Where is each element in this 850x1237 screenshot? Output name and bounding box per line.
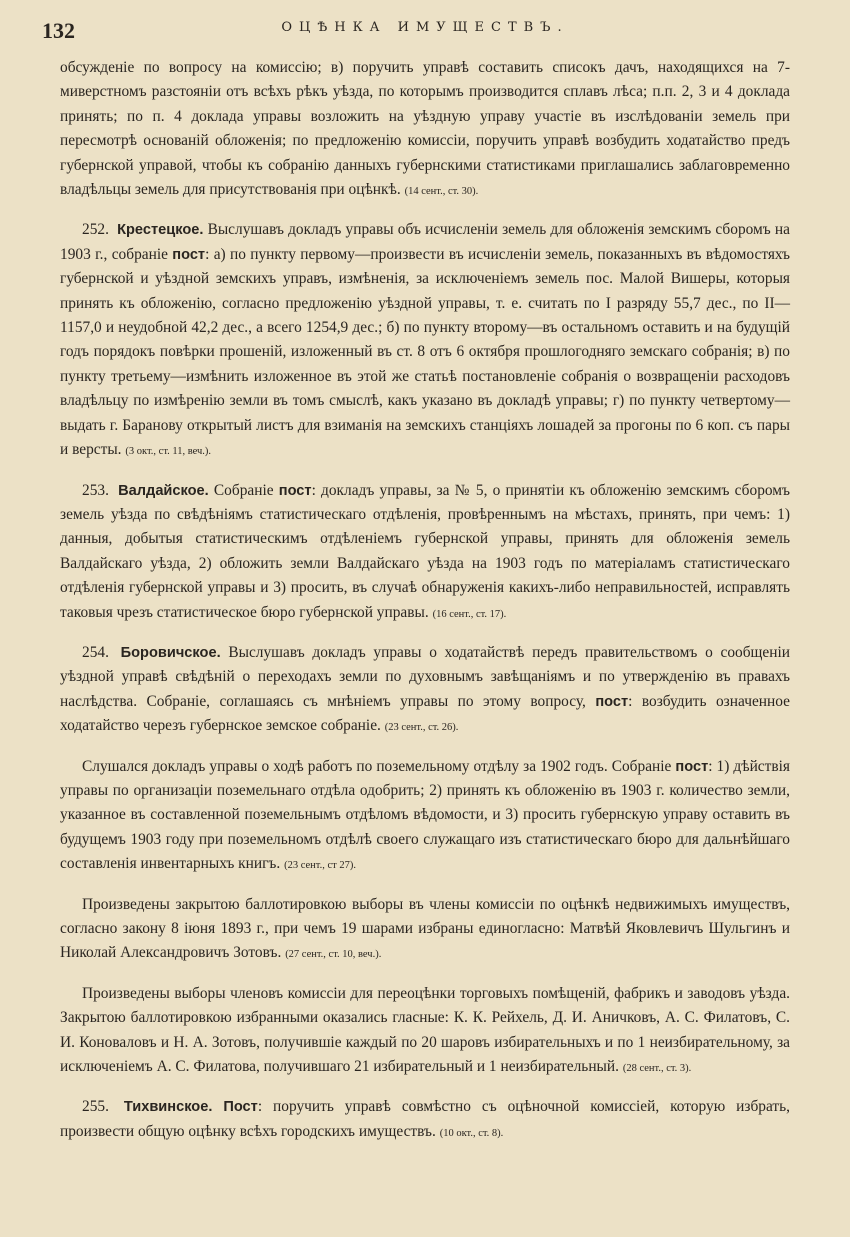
citation: (14 сент., ст. 30). — [404, 186, 479, 198]
citation: (10 окт., ст. 8). — [439, 1127, 504, 1139]
paragraph-text: : поручить управѣ совмѣстно съ оцѣночной комиссіей, которую избрать, произвести общую оцѣнку всѣхъ городскихъ имуществъ. — [60, 1098, 790, 1140]
page-header — [42, 16, 790, 46]
resolution-keyword: пост — [172, 246, 206, 263]
body-text — [60, 56, 790, 1160]
running-title: ОЦѢНКА ИМУЩЕСТВЪ. — [281, 20, 569, 35]
citation: (28 сент., ст. 3). — [622, 1063, 692, 1075]
paragraph-elections-revaluation — [60, 982, 790, 1082]
resolution-keyword: пост — [675, 758, 709, 775]
district-name: Крестецкое. — [117, 222, 204, 239]
paragraph-number: 252. — [82, 221, 109, 239]
paragraph-text: : возбудить означенное ходатайство черезъ губернское земское собраніе. — [60, 692, 790, 735]
paragraph-continuation — [60, 56, 790, 204]
resolution-keyword: Пост — [223, 1099, 258, 1116]
paragraph-252 — [60, 218, 790, 464]
paragraph-254 — [60, 641, 790, 741]
paragraph-text: : а) по пункту первому—произвести въ исчисленіи земель, показанныхъ въ вѣдомостяхъ губернской и уѣздной земскихъ управъ, измѣненія, за исключеніемъ земель пос. Малой Вишеры, которыя принять къ обложенію, согласно предложенію уѣздной управы, т. е. считать по I разряду 55,7 дес., по II—1157,0 и неудобной 42,2 дес., а всего 1254,9 дес.; б) по пункту второму—въ остальномъ оставить и на будущій годъ порядокъ повѣрки прошеній, изложенный въ ст. 8 отъ 6 октября прошлогодняго земскаго собранія; в) по пункту третьему—измѣнить изложенное въ этой же статьѣ постановленіе собранія о возвращеніи расходовъ владѣльцу по измѣренію земли въ томъ смыслѣ, какъ указано въ докладѣ управы; г) по пункту четвертому—выдать г. Баранову открытый листъ для взиманія на земскихъ станціяхъ лошадей за прогоны по 6 коп. съ пары и версты. — [60, 245, 790, 459]
paragraph-255 — [60, 1095, 790, 1146]
paragraph-number: 253. — [82, 481, 109, 499]
paragraph-text: Выслушавъ докладъ управы объ исчисленіи земель для обложенія земскимъ сборомъ на 1903 г., собраніе — [60, 221, 790, 263]
citation: (23 сент., ст 27). — [284, 860, 356, 872]
paragraph-number: 255. — [82, 1098, 109, 1116]
citation: (23 сент., ст. 26). — [384, 722, 459, 734]
paragraph-text: Произведены выборы членовъ комиссіи для переоцѣнки торговыхъ помѣщеній, фабрикъ и заводовъ уѣзда. Закрытою баллотировкою избранными оказались гласные: К. К. Рейхель, Д. И. Аничковъ, А. С. Филатовъ, С. И. Коноваловъ и Н. А. Зотовъ, получившіе каждый по 20 шаровъ избирательныхъ и по 1 неизбирательному, за исключеніемъ А. С. Филатова, получившаго 21 избирательный и 1 неизбирательный. — [60, 984, 790, 1076]
paragraph-text: Слушался докладъ управы о ходѣ работъ по поземельному отдѣлу за 1902 годъ. Собраніе — [82, 757, 672, 775]
paragraph-text: Выслушавъ докладъ управы о ходатайствѣ передъ правительствомъ о сообщеніи уѣздной управѣ свѣдѣній о переходахъ земли по духовнымъ завѣщаніямъ и по утвержденію въ правахъ наслѣдства. Собраніе, соглашаясь съ мнѣніемъ управы по этому вопросу, — [60, 643, 790, 710]
district-name: Тихвинское. — [123, 1099, 213, 1116]
paragraph-report-1902 — [60, 755, 790, 879]
district-name: Боровичское. — [120, 644, 221, 661]
citation: (27 сент., ст. 10, веч.). — [285, 949, 382, 961]
paragraph-number: 254. — [82, 643, 109, 661]
district-name: Валдайское. — [118, 482, 209, 499]
page-number: 132 — [42, 18, 75, 43]
resolution-keyword: пост — [278, 482, 312, 499]
paragraph-text: Собраніе — [213, 481, 274, 499]
resolution-keyword: пост — [595, 693, 629, 710]
paragraph-text: обсужденіе по вопросу на комиссію; в) поручить управѣ составить списокъ дачъ, находящихся на 7-миверстномъ разстояніи отъ всѣхъ рѣкъ уѣзда, по которымъ производится сплавъ лѣса; п.п. 2, 3 и 4 доклада принять; по п. 4 доклада управы возложить на уѣздную управу участіе въ изслѣдованіи земель при пересмотрѣ основаній обложенія; по предложенію комиссіи, поручить управѣ возбудить ходатайство предъ губернской управой, чтобы къ собранію данныхъ губернскими статистиками приглашались заблаговременно владѣльцы земель для присутствованія при оцѣнкѣ. — [60, 59, 790, 199]
paragraph-text: Произведены закрытою баллотировкою выборы въ члены комиссіи по оцѣнкѣ недвижимыхъ имуществъ, согласно закону 8 іюня 1893 г., при чемъ 19 шарами избраны единогласно: Матвѣй Яковлевичъ Шульгинъ и Николай Александровичъ Зотовъ. — [60, 895, 790, 962]
citation: (16 сент., ст. 17). — [432, 608, 507, 620]
paragraph-253 — [60, 479, 790, 627]
paragraph-elections-commission — [60, 893, 790, 968]
citation: (3 окт., ст. 11, веч.). — [125, 446, 212, 458]
paragraph-text: : 1) дѣйствія управы по организаціи поземельнаго отдѣла одобрить; 2) принять къ обложенію въ 1903 г. количество земли, указанное въ составленной поземельнымъ отдѣломъ вѣдомости, и 3) просить губернскую управу оставить въ будущемъ 1903 году при поземельномъ отдѣлѣ своего служащаго изъ статистическаго бюро для дальнѣйшаго составленія инвентарныхъ книгъ. — [60, 757, 790, 873]
paragraph-text: : докладъ управы, за № 5, о принятіи къ обложенію земскимъ сборомъ земель уѣзда по свѣдѣніямъ статистическаго отдѣленія, провѣреннымъ на мѣстахъ, принять, при чемъ: 1) данныя, добытыя статистическимъ отдѣленіемъ губернской управы, принять для обложенія земель Валдайскаго уѣзда, 2) обложить земли Валдайскаго уѣзда на 1903 годъ по матеріаламъ статистическаго отдѣленія губернской управы и 3) просить, въ случаѣ обнаруженія какихъ-либо неправильностей, исправлять таковыя чрезъ статистическое бюро губернской управы. — [60, 481, 790, 621]
